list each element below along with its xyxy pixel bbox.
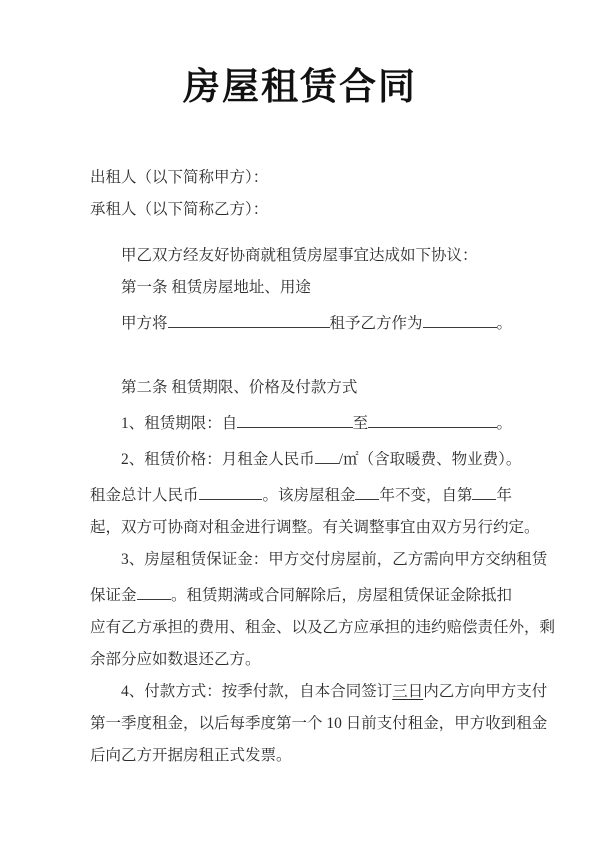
contract-text-line: [90, 272, 512, 304]
contract-text-line: [90, 644, 512, 676]
text-segment: 后向乙方开据房租正式发票。: [90, 747, 292, 764]
text-segment: 第一条 租赁房屋地址、用途: [121, 279, 311, 296]
contract-text-line: [90, 404, 512, 440]
text-segment: 出租人（以下简称甲方）：: [90, 169, 269, 186]
contract-text-line: [90, 576, 512, 612]
text-segment: 内乙方向甲方支付: [423, 683, 548, 700]
text-segment: 3、房屋租赁保证金：甲方交付房屋前，乙方需向甲方交纳租赁: [121, 551, 548, 568]
text-segment: 2、租赁价格：月租金人民币: [121, 451, 315, 468]
contract-text-line: [90, 676, 548, 708]
blank-underline: [199, 476, 263, 500]
text-segment: 至: [352, 415, 369, 432]
text-segment: 4、付款方式：按季付款，自本合同签订: [121, 683, 393, 700]
contract-text-line: [90, 304, 512, 340]
text-segment: 1、租赁期限：自: [121, 415, 238, 432]
contract-text-line: [90, 440, 522, 476]
contract-text-line: [90, 544, 548, 576]
text-segment: 第一季度租金，以后每季度第一个 10 日前支付租金，甲方收到租金: [90, 715, 548, 732]
contract-text-line: [90, 372, 512, 404]
contract-text-line: [90, 612, 556, 644]
blank-underline: [472, 476, 496, 500]
text-segment: 甲方将: [121, 315, 168, 332]
parties-block: [90, 162, 600, 226]
text-segment: 保证金: [90, 587, 137, 604]
blank-underline: [315, 440, 339, 464]
document-title: 房屋租赁合同: [183, 67, 417, 108]
blank-underline: [137, 576, 171, 600]
text-segment: 应有乙方承担的费用、租金、以及乙方应承担的违约赔偿责任外，剩: [90, 619, 556, 636]
text-segment: 第二条 租赁期限、价格及付款方式: [121, 379, 358, 396]
blank-underline: [237, 404, 352, 428]
text-segment: 承租人（以下简称乙方）：: [90, 201, 269, 218]
blank-underline: [368, 404, 496, 428]
text-segment: 租金总计人民币: [90, 487, 199, 504]
text-segment: 年不变，自第: [379, 487, 473, 504]
text-segment: 。租赁期满或合同解除后，房屋租赁保证金除抵扣: [170, 587, 512, 604]
text-segment: 年: [496, 487, 512, 504]
text-segment: 租予乙方作为: [329, 315, 423, 332]
text-segment: 。: [496, 315, 513, 332]
document-body: [90, 240, 556, 772]
text-segment: 余部分应如数退还乙方。: [90, 651, 261, 668]
contract-text-line: [90, 512, 540, 544]
contract-text-line: [90, 476, 512, 512]
party-line: [90, 162, 600, 194]
underlined-text: 三日: [392, 683, 424, 700]
text-segment: /㎡（含取暖费、物业费）。: [338, 451, 522, 468]
text-segment: 。该房屋租金: [262, 487, 356, 504]
blank-underline: [355, 476, 379, 500]
blank-underline: [168, 304, 330, 328]
text-segment: 。: [496, 415, 513, 432]
text-segment: 甲乙双方经友好协商就租赁房屋事宜达成如下协议：: [121, 247, 478, 264]
party-line: [90, 194, 600, 226]
contract-text-line: [90, 240, 512, 272]
contract-text-line: [90, 708, 548, 740]
contract-text-line: [90, 740, 512, 772]
text-segment: 起，双方可协商对租金进行调整。有关调整事宜由双方另行约定。: [90, 519, 540, 536]
blank-underline: [423, 304, 497, 328]
